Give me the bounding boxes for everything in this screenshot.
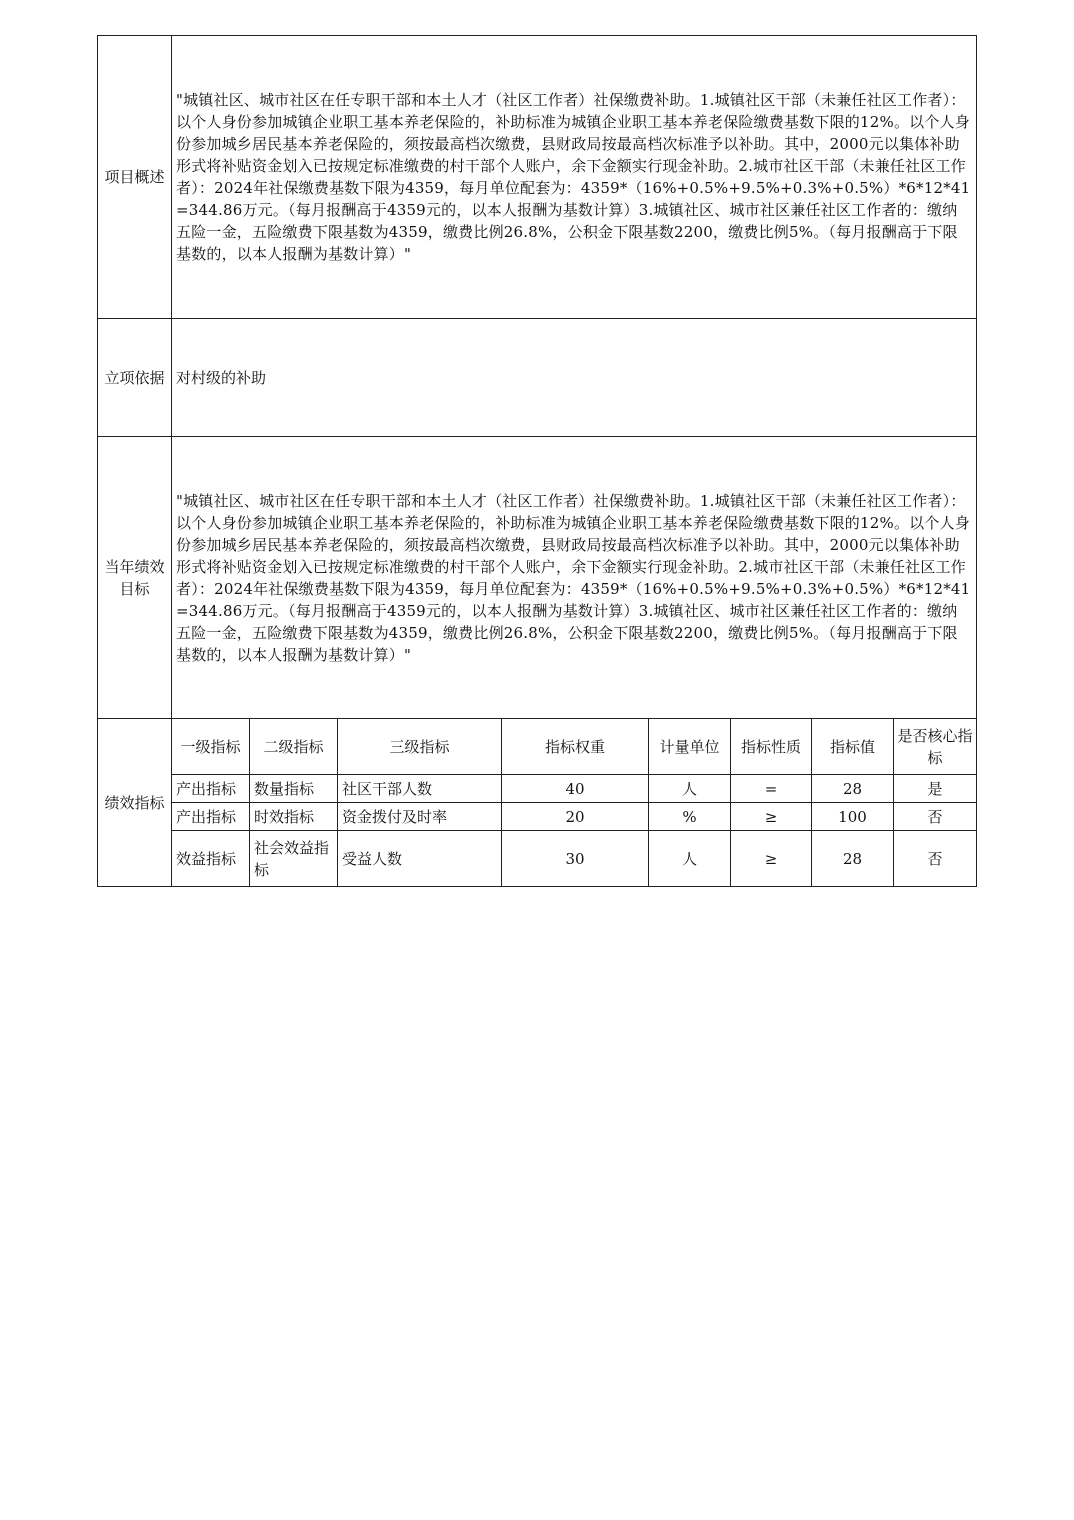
header-level1: 一级指标 xyxy=(172,719,250,775)
table-row xyxy=(98,831,977,887)
basis-row xyxy=(98,319,977,437)
basis-text: 对村级的补助 xyxy=(172,319,977,437)
cell-level2: 时效指标 xyxy=(250,803,338,831)
cell-level3: 受益人数 xyxy=(338,831,502,887)
cell-nature: ≥ xyxy=(731,803,812,831)
cell-unit: % xyxy=(649,803,731,831)
goal-text: "城镇社区、城市社区在任专职干部和本土人才（社区工作者）社保缴费补助。1.城镇社区干部（未兼任社区工作者）：以个人身份参加城镇企业职工基本养老保险的，补助标准为城镇企业职工基本养老保险缴费基数下限的12%。以个人身份参加城乡居民基本养老保险的，须按最高档次缴费，县财政局按最高档次标准予以补助。其中，2000元以集体补助形式将补贴资金划入已按规定标准缴费的村干部个人账户，余下金额实行现金补助。2.城市社区干部（未兼任社区工作者）：2024年社保缴费基数下限为4359，每月单位配套为：4359*（16%+0.5%+9.5%+0.3%+0.5%）*6*12*41=344.86万元。（每月报酬高于4359元的，以本人报酬为基数计算）3.城镇社区、城市社区兼任社区工作者的：缴纳五险一金，五险缴费下限基数为4359，缴费比例26.8%，公积金下限基数2200，缴费比例5%。（每月报酬高于下限基数的，以本人报酬为基数计算）" xyxy=(172,437,977,719)
cell-value: 100 xyxy=(812,803,894,831)
overview-row xyxy=(98,36,977,319)
cell-level3: 社区干部人数 xyxy=(338,775,502,803)
indicators-label: 绩效指标 xyxy=(98,719,172,887)
indicator-header-row xyxy=(98,719,977,775)
performance-table xyxy=(97,35,977,887)
header-unit: 计量单位 xyxy=(649,719,731,775)
cell-unit: 人 xyxy=(649,831,731,887)
table-row xyxy=(98,775,977,803)
header-level2: 二级指标 xyxy=(250,719,338,775)
cell-level1: 产出指标 xyxy=(172,775,250,803)
cell-level1: 效益指标 xyxy=(172,831,250,887)
cell-value: 28 xyxy=(812,775,894,803)
cell-level3: 资金拨付及时率 xyxy=(338,803,502,831)
cell-value: 28 xyxy=(812,831,894,887)
header-value: 指标值 xyxy=(812,719,894,775)
header-level3: 三级指标 xyxy=(338,719,502,775)
cell-weight: 20 xyxy=(502,803,649,831)
header-core: 是否核心指标 xyxy=(894,719,977,775)
cell-level1: 产出指标 xyxy=(172,803,250,831)
header-nature: 指标性质 xyxy=(731,719,812,775)
table-row xyxy=(98,803,977,831)
cell-unit: 人 xyxy=(649,775,731,803)
cell-nature: ≥ xyxy=(731,831,812,887)
cell-level2: 数量指标 xyxy=(250,775,338,803)
goal-row xyxy=(98,437,977,719)
cell-level2: 社会效益指标 xyxy=(250,831,338,887)
goal-label: 当年绩效目标 xyxy=(98,437,172,719)
basis-label: 立项依据 xyxy=(98,319,172,437)
cell-core: 否 xyxy=(894,803,977,831)
cell-weight: 40 xyxy=(502,775,649,803)
overview-text: "城镇社区、城市社区在任专职干部和本土人才（社区工作者）社保缴费补助。1.城镇社区干部（未兼任社区工作者）：以个人身份参加城镇企业职工基本养老保险的，补助标准为城镇企业职工基本养老保险缴费基数下限的12%。以个人身份参加城乡居民基本养老保险的，须按最高档次缴费，县财政局按最高档次标准予以补助。其中，2000元以集体补助形式将补贴资金划入已按规定标准缴费的村干部个人账户，余下金额实行现金补助。2.城市社区干部（未兼任社区工作者）：2024年社保缴费基数下限为4359，每月单位配套为：4359*（16%+0.5%+9.5%+0.3%+0.5%）*6*12*41=344.86万元。（每月报酬高于4359元的，以本人报酬为基数计算）3.城镇社区、城市社区兼任社区工作者的：缴纳五险一金，五险缴费下限基数为4359，缴费比例26.8%，公积金下限基数2200，缴费比例5%。（每月报酬高于下限基数的，以本人报酬为基数计算）" xyxy=(172,36,977,319)
cell-weight: 30 xyxy=(502,831,649,887)
performance-table-sheet xyxy=(97,35,976,887)
cell-core: 否 xyxy=(894,831,977,887)
header-weight: 指标权重 xyxy=(502,719,649,775)
overview-label: 项目概述 xyxy=(98,36,172,319)
cell-core: 是 xyxy=(894,775,977,803)
cell-nature: = xyxy=(731,775,812,803)
